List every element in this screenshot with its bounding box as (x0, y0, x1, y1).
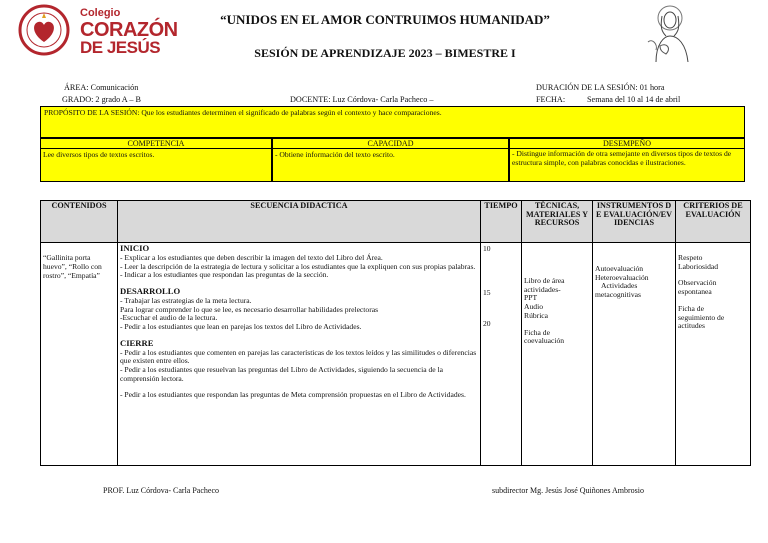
capacidad-header: CAPACIDAD (272, 138, 509, 149)
instrumento-item: Actividades (601, 281, 638, 291)
inicio-line: - Leer la descripción de la estrategia de lectura y solicitar a los estudiantes que la expliquen con sus propias palabras. (120, 261, 476, 271)
school-logo (18, 4, 178, 57)
competencia-cell: Lee diversos tipos de textos escritos. (40, 148, 272, 182)
desarrollo-line: - Trabajar las estrategias de la meta lectura. (120, 295, 252, 305)
area-label: ÁREA: Comunicación (64, 83, 139, 92)
desarrollo-line: -Escuchar el audio de la lectura. (120, 313, 218, 323)
tecnica-item: actividades- (524, 284, 561, 294)
cierre-line: - Pedir a los estudiantes que comenten en parejas las características de los textos leídos y las similitudes o diferencias que existen entre ellos. (120, 347, 477, 366)
teacher-signature-line: PROF. Luz Córdova- Carla Pacheco (103, 486, 219, 495)
inicio-line: - Explicar a los estudiantes que deben describir la imagen del texto del Libro del Área. (120, 252, 383, 262)
tecnica-item: Audio (524, 302, 543, 312)
criterio-item: espontanea (678, 287, 712, 297)
tecnica-item: PPT (524, 293, 538, 303)
contenidos-header: CONTENIDOS (41, 201, 118, 243)
tecnica-item: Ficha de (524, 327, 550, 337)
criterio-item: actitudes (678, 321, 705, 331)
table-row (41, 243, 751, 466)
instrumento-item: Heteroevaluación (595, 272, 649, 282)
purpose-box (40, 106, 745, 138)
didactic-sequence-table (40, 200, 751, 466)
date-value: Semana del 10 al 14 de abril (587, 95, 681, 104)
competencia-header: COMPETENCIA (40, 138, 272, 149)
secuencia-cell (118, 243, 481, 466)
criterio-item: Laboriosidad (678, 261, 719, 271)
tiempo-cell (481, 243, 522, 466)
criterio-item: Observación (678, 278, 717, 288)
instrumento-item: metacognitivas (595, 290, 641, 300)
tecnica-item: coevaluación (524, 336, 565, 346)
desarrollo-title: DESARROLLO (120, 286, 181, 297)
grade-label: GRADO: 2 grado A – B (62, 95, 141, 104)
desempeno-cell: - Distingue información de otra semejante en diversos tipos de textos de estructura simple, con palabras conocidas e ilustraciones. (509, 148, 745, 182)
inicio-title: INICIO (120, 243, 150, 253)
capacidad-cell: - Obtiene información del texto escrito. (272, 148, 509, 182)
heart-emblem-icon (18, 4, 74, 56)
instrumentos-header: INSTRUMENTOS DE EVALUACIÓN/EVIDENCIAS (593, 201, 676, 243)
desempeno-header: DESEMPEÑO (509, 138, 745, 149)
subdirector-signature-line: subdirector Mg. Jesús José Quiñones Ambrosio (492, 486, 644, 495)
table-header-row (41, 201, 751, 243)
instrumento-item: Autoevaluación (595, 264, 644, 273)
criterios-header: CRITERIOS DE EVALUACIÓN (676, 201, 751, 243)
jesus-illustration-icon (636, 2, 694, 64)
tiempo-cierre: 20 (483, 319, 491, 328)
desarrollo-line: - Pedir a los estudiantes que lean en parejas los textos del Libro de Actividades. (120, 322, 362, 332)
duration-label: DURACIÓN DE LA SESIÓN: 01 hora (536, 83, 665, 92)
tecnicas-cell (522, 243, 593, 466)
date-label: FECHA: (536, 95, 566, 104)
tecnica-item: Rúbrica (524, 310, 549, 320)
teacher-label: DOCENTE: Luz Córdova- Carla Pacheco – (290, 95, 434, 104)
school-motto: “UNIDOS EN EL AMOR CONTRUIMOS HUMANIDAD” (220, 12, 550, 27)
tiempo-inicio: 10 (483, 244, 491, 253)
instrumentos-cell (593, 243, 676, 466)
criterio-item: Ficha de (678, 303, 704, 313)
tiempo-header: TIEMPO (481, 201, 522, 243)
criterios-cell (676, 243, 751, 466)
inicio-line: - Indicar a los estudiantes que respondan las preguntas de la sección. (120, 270, 329, 280)
contenidos-cell (41, 243, 118, 466)
purpose-text: PROPÓSITO DE LA SESIÓN: Que los estudiantes determinen el significado de palabras según el contexto y hace comparaciones. (44, 108, 442, 117)
cierre-title: CIERRE (120, 337, 154, 348)
criterio-item: seguimiento de (678, 312, 725, 322)
tiempo-desarrollo: 15 (483, 288, 491, 297)
session-title: SESIÓN DE APRENDIZAJE 2023 – BIMESTRE I (254, 46, 516, 60)
tecnicas-header: TÉCNICAS, MATERIALES Y RECURSOS (522, 201, 593, 243)
contenidos-text: “Gallinita porta huevo”, “Rollo con rostro”, “Empatía” (43, 253, 102, 280)
cierre-line: - Pedir a los estudiantes que resuelvan las preguntas del Libro de Actividades, siguiendo la secuencia de la comprensión lectora. (120, 365, 444, 383)
cierre-line: - Pedir a los estudiantes que respondan las preguntas de Meta comprensión propuestas en el Libro de Actividades. (120, 389, 466, 399)
logo-line-1: Colegio (80, 7, 121, 19)
tecnica-item: Libro de área (524, 276, 565, 285)
logo-line-3: DE JESÚS (80, 38, 161, 57)
secuencia-header: SECUENCIA DIDACTICA (118, 201, 481, 243)
criterio-item: Respeto (678, 253, 703, 262)
logo-line-2: CORAZÓN (80, 19, 178, 41)
desarrollo-line: Para lograr comprender lo que se lee, es necesario desarrollar habilidades prelectoras (120, 304, 379, 314)
